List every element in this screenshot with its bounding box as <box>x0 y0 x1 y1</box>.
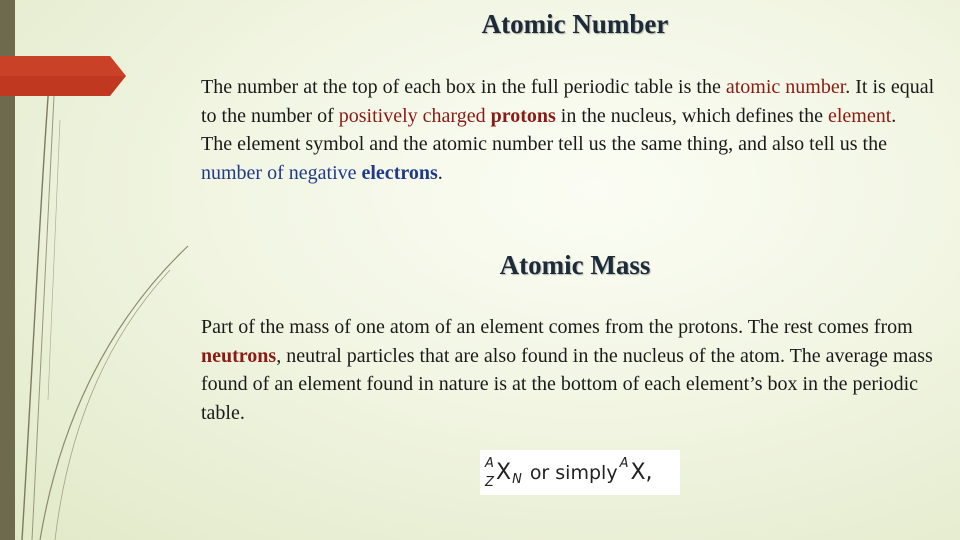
highlight-electrons: electrons <box>361 161 438 184</box>
text-run: The number at the top of each box in the full periodic table is the <box>201 76 726 98</box>
atomic-mass-title: Atomic Mass <box>499 250 651 280</box>
mass-number: A <box>485 455 494 471</box>
atomic-number: Z <box>485 474 494 490</box>
text-run: , neutral particles that are also found in the nucleus of the atom. The average mass found of an element found in nature is at the bottom of each element’s box in the periodic table. <box>201 344 933 424</box>
atomic-mass-body <box>201 313 946 427</box>
red-tab-decor <box>0 56 130 96</box>
text-run: in the nucleus, which defines the <box>555 104 828 127</box>
highlight-element: element <box>827 104 892 127</box>
neutron-subscript: N <box>512 472 522 487</box>
element-symbol-simple: X, <box>630 460 653 485</box>
highlight-neutrons: neutrons <box>201 344 277 367</box>
text-run: The element symbol and the atomic number tell us the same thing, and also tell us the <box>201 133 887 155</box>
text-run: . <box>891 104 897 127</box>
atomic-number-paragraph-2 <box>201 130 946 187</box>
or-simply-text: or simply <box>529 461 618 484</box>
highlight-atomic-number: atomic number <box>725 76 846 98</box>
highlight-number-of-negative: number of negative <box>201 161 362 184</box>
atomic-number-title: Atomic Number <box>481 9 669 39</box>
nuclide-notation-formula <box>480 450 680 495</box>
highlight-positively-charged: positively charged <box>338 104 491 127</box>
highlight-protons: protons <box>490 104 556 127</box>
atomic-number-body <box>201 73 946 187</box>
atomic-number-paragraph-1 <box>201 73 946 130</box>
element-symbol: X <box>496 460 512 485</box>
text-run: . It is equal to the number of <box>201 76 935 127</box>
nuclide-indices <box>484 453 496 493</box>
text-run: . <box>437 161 443 184</box>
text-run: Part of the mass of one atom of an element comes from the protons. The rest comes from <box>201 316 913 338</box>
mass-number-simple: A <box>619 456 629 471</box>
